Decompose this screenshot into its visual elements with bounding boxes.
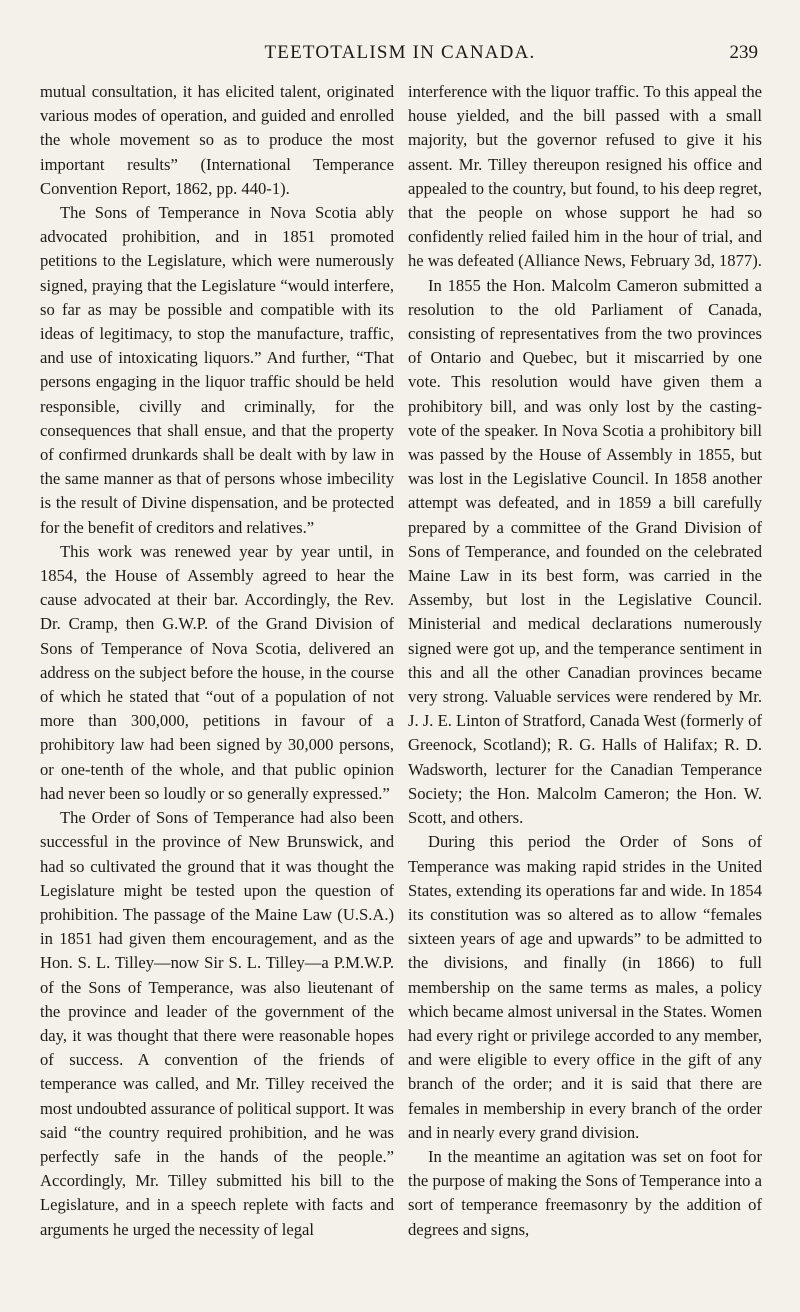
left-column	[36, 80, 394, 1242]
page-number: 239	[729, 42, 758, 63]
paragraph-continued: interference with the liquor traffic. To this appeal the house yielded, and the bill passed with a small majority, but the governor refused to give it his assent. Mr. Tilley thereupon resigned his office and appealed to the country, but found, to his deep regret, that the people on whose support he had so confidently relied failed him in the hour of trial, and he was defeated (Alliance News, February 3d, 1877).	[408, 82, 762, 271]
two-column-body	[36, 80, 764, 1242]
running-head-title: TEETOTALISM IN CANADA.	[264, 42, 536, 63]
paragraph: In the meantime an agitation was set on foot for the purpose of making the Sons of Temperance into a sort of temperance freemasonry by the addition of degrees and signs,	[408, 1146, 762, 1239]
paragraph: The Order of Sons of Temperance had also been successful in the province of New Brunswick, and had so cultivated the ground that it was thought the Legislature might be tested upon the question of prohibition. The passage of the Maine Law (U.S.A.) in 1851 had given them encouragement, and as the Hon. S. L. Tilley—now Sir S. L. Tilley—a P.M.W.P. of the Sons of Temperance, was also lieutenant of the province and leader of the government of the day, it was thought that there were reasonable hopes of success. A convention of the friends of temperance was called, and Mr. Tilley received the most undoubted assurance of political support. It was said “the country required prohibition, and he was perfectly safe in the hands of the people.” Accordingly, Mr. Tilley submitted his bill to the Legislature, and in a speech replete with facts and arguments he urged the necessity of legal	[40, 808, 394, 1239]
paragraph: The Sons of Temperance in Nova Scotia ably advocated prohibition, and in 1851 promoted petitions to the Legislature, which were numerously signed, praying that the Legislature “would interfere, so far as may be possible and compatible with its ideas of legitimacy, to stop the manufacture, traffic, and use of intoxicating liquors.” And further, “That persons engaging in the liquor traffic should be held responsible, civilly and criminally, for the consequences that shall ensue, and that the property of confirmed drunkards shall be dealt with by law in the same manner as that of persons whose imbecility is the result of Divine dispensation, and be protected for the benefit of creditors and relatives.”	[40, 203, 394, 537]
paragraph-continued: mutual consultation, it has elicited talent, originated various modes of operation, and guided and enrolled the whole movement so as to produce the most important results” (International Temperance Convention Report, 1862, pp. 440-1).	[40, 82, 394, 198]
paragraph: In 1855 the Hon. Malcolm Cameron submitted a resolution to the old Parliament of Canada, consisting of representatives from the two provinces of Ontario and Quebec, but it miscarried by one vote. This resolution would have given them a prohibitory bill, and was only lost by the casting-vote of the speaker. In Nova Scotia a prohibitory bill was passed by the House of Assembly in 1855, but was lost in the Legislative Council. In 1858 another attempt was defeated, and in 1859 a bill carefully prepared by a committee of the Grand Division of Sons of Temperance, and founded on the celebrated Maine Law in its best form, was carried in the Assemby, but lost in the Legislative Council. Ministerial and medical declarations numerously signed were got up, and the temperance sentiment in this and all the other Canadian provinces became very strong. Valuable services were rendered by Mr. J. J. E. Linton of Stratford, Canada West (formerly of Greenock, Scotland); R. G. Halls of Halifax; R. D. Wadsworth, lecturer for the Canadian Temperance Society; the Hon. Malcolm Cameron; the Hon. W. Scott, and others.	[408, 275, 762, 828]
running-head	[36, 38, 764, 68]
paragraph: During this period the Order of Sons of Temperance was making rapid strides in the United States, extending its operations far and wide. In 1854 its constitution was so altered as to allow “females sixteen years of age and upwards” to be admitted to the divisions, and finally (in 1866) to full membership on the same terms as males, a policy which became almost universal in the States. Women had every right or privilege accorded to any member, and were eligible to every office in the gift of any branch of the order; and it is said that there are females in membership in every branch of the order and in nearly every grand division.	[408, 832, 762, 1142]
paragraph: This work was renewed year by year until, in 1854, the House of Assembly agreed to hear the cause advocated at their bar. Accordingly, the Rev. Dr. Cramp, then G.W.P. of the Grand Division of Sons of Temperance of Nova Scotia, delivered an address on the subject before the house, in the course of which he stated that “out of a population of not more than 300,000, petitions in favour of a prohibitory law had been signed by 30,000 persons, or one-tenth of the whole, and that public opinion had never been so loudly or so generally expressed.”	[40, 541, 394, 803]
right-column	[408, 80, 764, 1242]
